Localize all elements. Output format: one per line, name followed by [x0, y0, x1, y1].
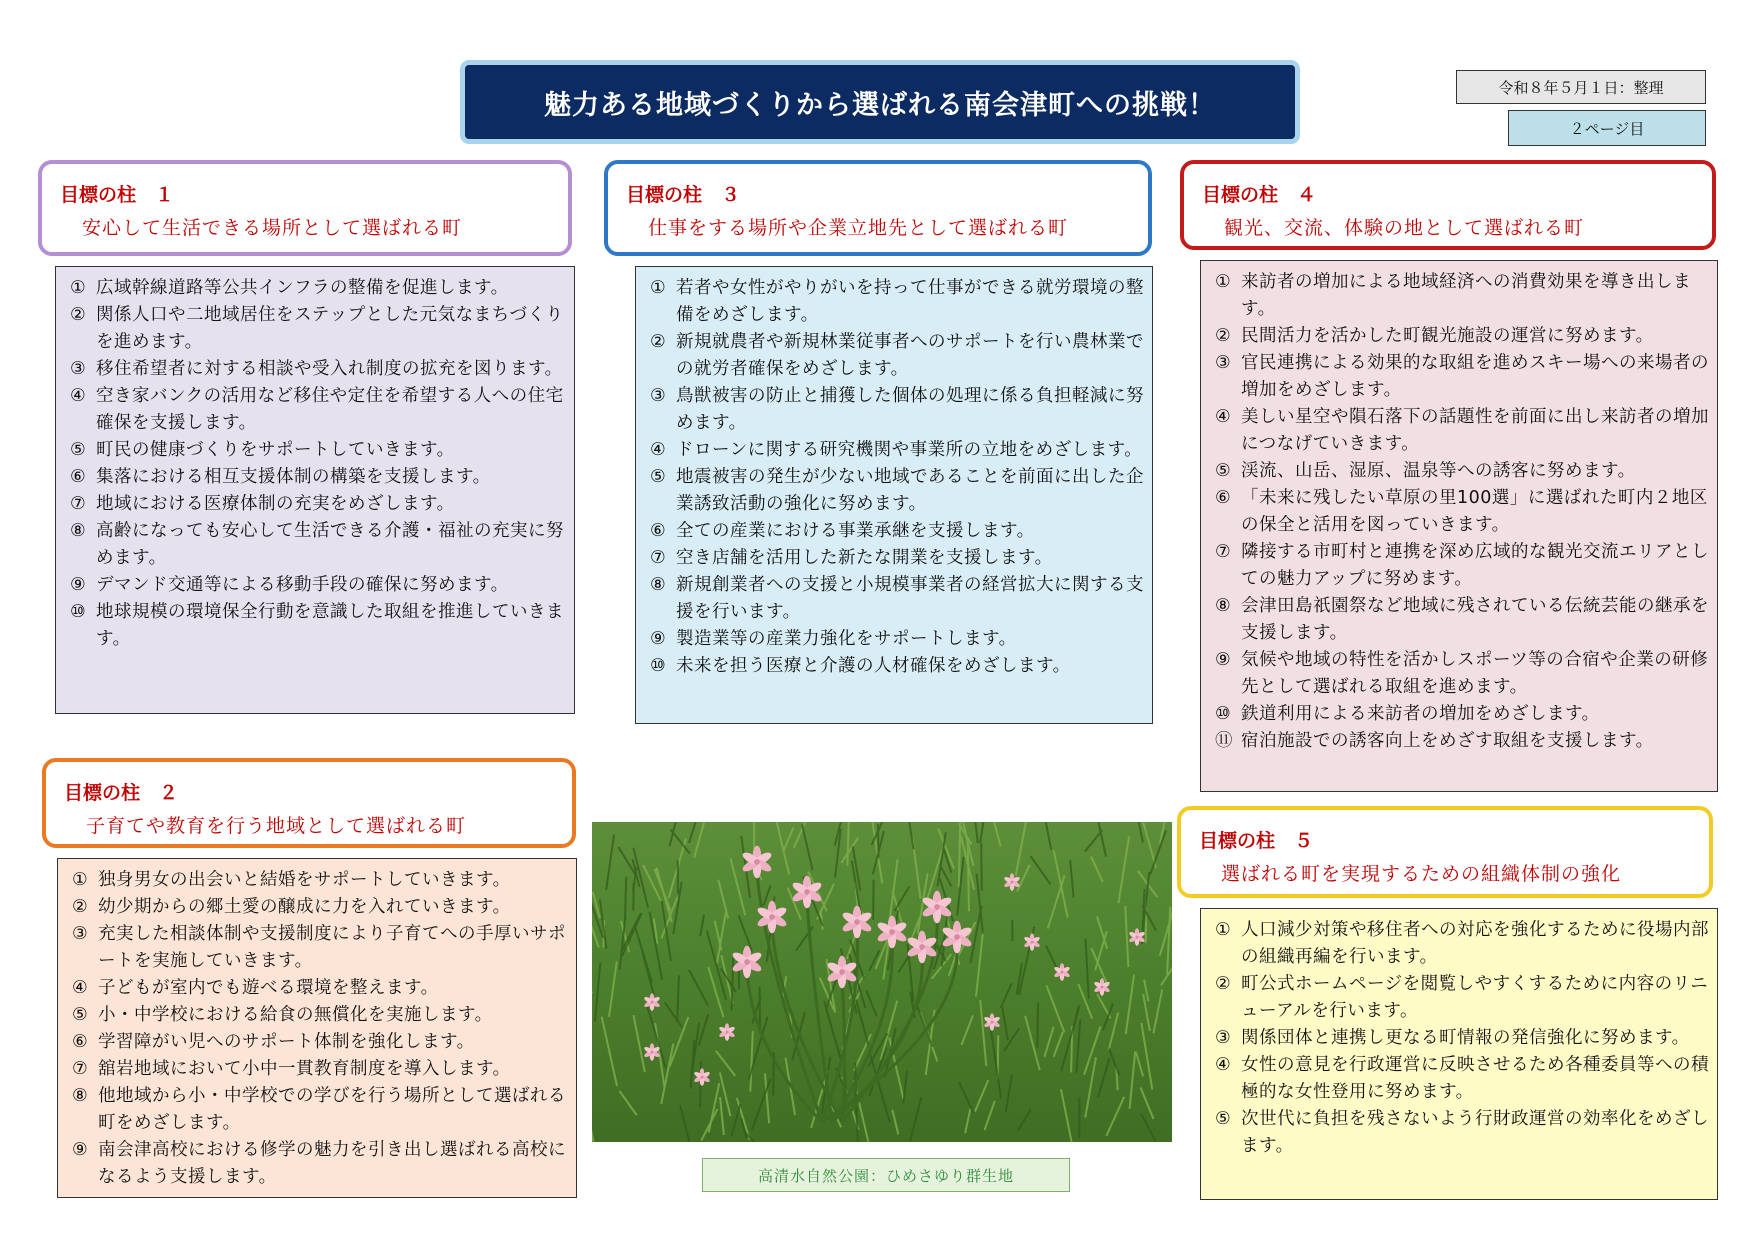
lily-field-photo [592, 822, 1172, 1142]
item-text: 南会津高校における修学の魅力を引き出し選ばれる高校になるよう支援します。 [98, 1140, 566, 1187]
item-text: 官民連携による効果的な取組を進めスキー場への来場者の増加をめざします。 [1241, 353, 1709, 400]
item-text: ドローンに関する研究機関や事業所の立地をめざします。 [676, 440, 1143, 460]
pillar-5-label: 目標の柱 ５ [1199, 830, 1314, 852]
list-item [72, 1083, 570, 1137]
pillar-1-list [70, 275, 568, 653]
item-number: ① [70, 278, 87, 298]
list-item [650, 626, 1146, 653]
list-item [650, 572, 1146, 626]
list-item [1215, 485, 1711, 539]
list-item [70, 518, 568, 572]
item-text: デマンド交通等による移動手段の確保に努めます。 [96, 575, 509, 595]
list-item [650, 464, 1146, 518]
item-number: ⑦ [70, 494, 87, 514]
pillar-4-label: 目標の柱 ４ [1202, 184, 1317, 206]
pillar-3-items [635, 266, 1153, 724]
item-number: ① [1215, 920, 1232, 940]
list-item [1215, 1052, 1711, 1106]
list-item [1215, 323, 1711, 350]
pillar-2-label: 目標の柱 ２ [64, 782, 179, 804]
grass-blade [968, 842, 969, 911]
grass-blade [625, 877, 626, 922]
list-item [70, 491, 568, 518]
item-text: 未来を担う医療と介護の人材確保をめざします。 [676, 656, 1071, 676]
item-number: ⑤ [72, 1005, 89, 1025]
item-number: ③ [650, 386, 667, 406]
item-text: 学習障がい児へのサポート体制を強化します。 [98, 1032, 475, 1052]
item-text: 来訪者の増加による地域経済への消費効果を導き出します。 [1241, 272, 1691, 319]
pillar-5-list [1215, 917, 1711, 1160]
page-number-label: ２ページ目 [1508, 110, 1706, 146]
item-number: ③ [72, 924, 89, 944]
list-item [72, 975, 570, 1002]
item-number: ② [70, 305, 87, 325]
item-text: 製造業等の産業力強化をサポートします。 [676, 629, 1017, 649]
item-text: 女性の意見を行政運営に反映させるため各種委員等への積極的な女性登用に努めます。 [1241, 1055, 1709, 1102]
item-number: ④ [70, 386, 87, 406]
item-number: ③ [70, 359, 87, 379]
item-number: ⑩ [70, 602, 87, 622]
item-text: 幼少期からの郷土愛の醸成に力を入れていきます。 [98, 897, 511, 917]
list-item [1215, 728, 1711, 755]
pillar-2-header [42, 758, 576, 848]
item-number: ⑨ [72, 1140, 89, 1160]
item-text: 地震被害の発生が少ない地域であることを前面に出した企業誘致活動の強化に努めます。 [676, 467, 1144, 514]
item-text: 町民の健康づくりをサポートしていきます。 [96, 440, 455, 460]
item-text: 隣接する市町村と連携を深め広域的な観光交流エリアとしての魅力アップに努めます。 [1241, 542, 1709, 589]
item-number: ④ [650, 440, 667, 460]
item-text: 宿泊施設での誘客向上をめざす取組を支援します。 [1241, 731, 1654, 751]
list-item [1215, 539, 1711, 593]
item-number: ⑤ [1215, 1109, 1232, 1129]
pillar-4-header [1180, 160, 1716, 250]
item-number: ⑦ [1215, 542, 1232, 562]
item-text: 地球規模の環境保全行動を意識した取組を推進していきます。 [96, 602, 564, 649]
item-text: 鳥獣被害の防止と捕獲した個体の処理に係る負担軽減に努めます。 [676, 386, 1144, 433]
item-number: ② [1215, 326, 1232, 346]
item-text: 若者や女性がやりがいを持って仕事ができる就労環境の整備をめざします。 [676, 278, 1144, 325]
item-text: 小・中学校における給食の無償化を実施します。 [98, 1005, 493, 1025]
page-title: 魅力ある地域づくりから選ばれる南会津町への挑戦！ [460, 60, 1300, 144]
item-number: ① [1215, 272, 1232, 292]
list-item [70, 437, 568, 464]
item-text: 高齢になっても安心して生活できる介護・福祉の充実に努めます。 [96, 521, 564, 568]
item-number: ⑧ [650, 575, 667, 595]
item-number: ④ [1215, 407, 1232, 427]
item-text: 「未来に残したい草原の里100選」に選ばれた町内２地区の保全と活用を図っていきます。 [1241, 488, 1708, 535]
item-text: 民間活力を活かした町観光施設の運営に努めます。 [1241, 326, 1654, 346]
list-item [72, 1029, 570, 1056]
photo-caption: 高清水自然公園：ひめさゆり群生地 [702, 1158, 1070, 1192]
item-text: 広域幹線道路等公共インフラの整備を促進します。 [96, 278, 509, 298]
lily-field-illustration [592, 822, 1172, 1142]
item-text: 気候や地域の特性を活かしスポーツ等の合宿や企業の研修先として選ばれる取組を進めます。 [1241, 650, 1709, 697]
item-number: ⑤ [650, 467, 667, 487]
item-text: 関係人口や二地域居住をステップとした元気なまちづくりを進めます。 [96, 305, 564, 352]
list-item [1215, 350, 1711, 404]
pillar-5-items [1200, 908, 1718, 1200]
list-item [70, 356, 568, 383]
item-number: ⑦ [72, 1059, 89, 1079]
item-text: 充実した相談体制や支援制度により子育てへの手厚いサポートを実施していきます。 [98, 924, 566, 971]
item-text: 子どもが室内でも遊べる環境を整えます。 [98, 978, 439, 998]
item-number: ① [650, 278, 667, 298]
list-item [650, 518, 1146, 545]
list-item [70, 302, 568, 356]
pillar-1-title: 安心して生活できる場所として選ばれる町 [82, 217, 463, 239]
item-number: ⑤ [1215, 461, 1232, 481]
item-text: 舘岩地域において小中一貫教育制度を導入します。 [98, 1059, 511, 1079]
item-number: ⑪ [1215, 731, 1233, 751]
pillar-2-items [57, 858, 577, 1198]
list-item [1215, 917, 1711, 971]
item-number: ⑨ [1215, 650, 1232, 670]
list-item [1215, 647, 1711, 701]
item-text: 新規就農者や新規林業従事者へのサポートを行い農林業での就労者確保をめざします。 [676, 332, 1144, 379]
item-number: ② [72, 897, 89, 917]
item-number: ⑥ [1215, 488, 1232, 508]
list-item [650, 653, 1146, 680]
item-number: ① [72, 870, 89, 890]
list-item [1215, 269, 1711, 323]
item-text: 渓流、山岳、湿原、温泉等への誘客に努めます。 [1241, 461, 1636, 481]
item-text: 空き店舗を活用した新たな開業を支援します。 [676, 548, 1053, 568]
item-number: ② [1215, 974, 1232, 994]
item-number: ⑥ [650, 521, 667, 541]
list-item [1215, 971, 1711, 1025]
pillar-1-items [55, 266, 575, 714]
item-number: ⑤ [70, 440, 87, 460]
item-number: ④ [72, 978, 89, 998]
list-item [70, 464, 568, 491]
list-item [70, 383, 568, 437]
list-item [650, 383, 1146, 437]
grass-blade [981, 843, 982, 891]
list-item [72, 894, 570, 921]
item-number: ④ [1215, 1055, 1232, 1075]
item-number: ⑧ [1215, 596, 1232, 616]
list-item [72, 921, 570, 975]
item-text: 次世代に負担を残さないよう行財政運営の効率化をめざします。 [1241, 1109, 1709, 1156]
list-item [1215, 593, 1711, 647]
pillar-2-title: 子育てや教育を行う地域として選ばれる町 [86, 815, 467, 837]
pillar-4-title: 観光、交流、体験の地として選ばれる町 [1224, 217, 1585, 239]
pillar-3-list [650, 275, 1146, 680]
list-item [72, 1002, 570, 1029]
date-note: 令和８年５月１日：整理 [1456, 70, 1706, 104]
list-item [70, 599, 568, 653]
item-number: ⑥ [70, 467, 87, 487]
item-number: ⑨ [650, 629, 667, 649]
item-number: ⑨ [70, 575, 87, 595]
pillar-5-title: 選ばれる町を実現するための組織体制の強化 [1221, 863, 1622, 885]
list-item [72, 1137, 570, 1191]
item-text: 町公式ホームページを閲覧しやすくするために内容のリニューアルを行います。 [1241, 974, 1709, 1021]
list-item [72, 867, 570, 894]
item-number: ⑩ [650, 656, 667, 676]
item-text: 会津田島祇園祭など地域に残されている伝統芸能の継承を支援します。 [1241, 596, 1709, 643]
item-text: 鉄道利用による来訪者の増加をめざします。 [1241, 704, 1600, 724]
list-item [70, 572, 568, 599]
item-text: 地域における医療体制の充実をめざします。 [96, 494, 455, 514]
list-item [1215, 701, 1711, 728]
item-number: ② [650, 332, 667, 352]
pillar-4-items [1200, 260, 1718, 792]
item-number: ③ [1215, 353, 1232, 373]
list-item [650, 545, 1146, 572]
list-item [1215, 1025, 1711, 1052]
item-text: 美しい星空や隕石落下の話題性を前面に出し来訪者の増加につなげていきます。 [1241, 407, 1709, 454]
item-text: 移住希望者に対する相談や受入れ制度の拡充を図ります。 [96, 359, 563, 379]
list-item [1215, 458, 1711, 485]
item-text: 人口減少対策や移住者への対応を強化するために役場内部の組織再編を行います。 [1241, 920, 1709, 967]
list-item [1215, 1106, 1711, 1160]
pillar-3-header [604, 160, 1152, 256]
item-text: 他地域から小・中学校での学びを行う場所として選ばれる町をめざします。 [98, 1086, 566, 1133]
pillar-3-label: 目標の柱 ３ [626, 184, 741, 206]
pillar-1-header [38, 160, 572, 256]
item-number: ⑥ [72, 1032, 89, 1052]
item-number: ⑦ [650, 548, 667, 568]
item-number: ③ [1215, 1028, 1232, 1048]
item-text: 空き家バンクの活用など移住や定住を希望する人への住宅確保を支援します。 [96, 386, 564, 433]
pillar-2-list [72, 867, 570, 1191]
list-item [70, 275, 568, 302]
list-item [72, 1056, 570, 1083]
list-item [650, 275, 1146, 329]
list-item [650, 329, 1146, 383]
item-text: 集落における相互支援体制の構築を支援します。 [96, 467, 491, 487]
list-item [650, 437, 1146, 464]
item-number: ⑧ [72, 1086, 89, 1106]
pillar-1-label: 目標の柱 １ [60, 184, 175, 206]
item-text: 関係団体と連携し更なる町情報の発信強化に努めます。 [1241, 1028, 1690, 1048]
pillar-5-header [1177, 806, 1713, 898]
list-item [1215, 404, 1711, 458]
item-text: 独身男女の出会いと結婚をサポートしていきます。 [98, 870, 511, 890]
item-number: ⑩ [1215, 704, 1232, 724]
grass-blade [959, 822, 960, 887]
pillar-4-list [1215, 269, 1711, 755]
item-text: 新規創業者への支援と小規模事業者の経営拡大に関する支援を行います。 [676, 575, 1144, 622]
grass-blade [1037, 1003, 1038, 1048]
item-number: ⑧ [70, 521, 87, 541]
item-text: 全ての産業における事業承継を支援します。 [676, 521, 1035, 541]
pillar-3-title: 仕事をする場所や企業立地先として選ばれる町 [648, 217, 1069, 239]
